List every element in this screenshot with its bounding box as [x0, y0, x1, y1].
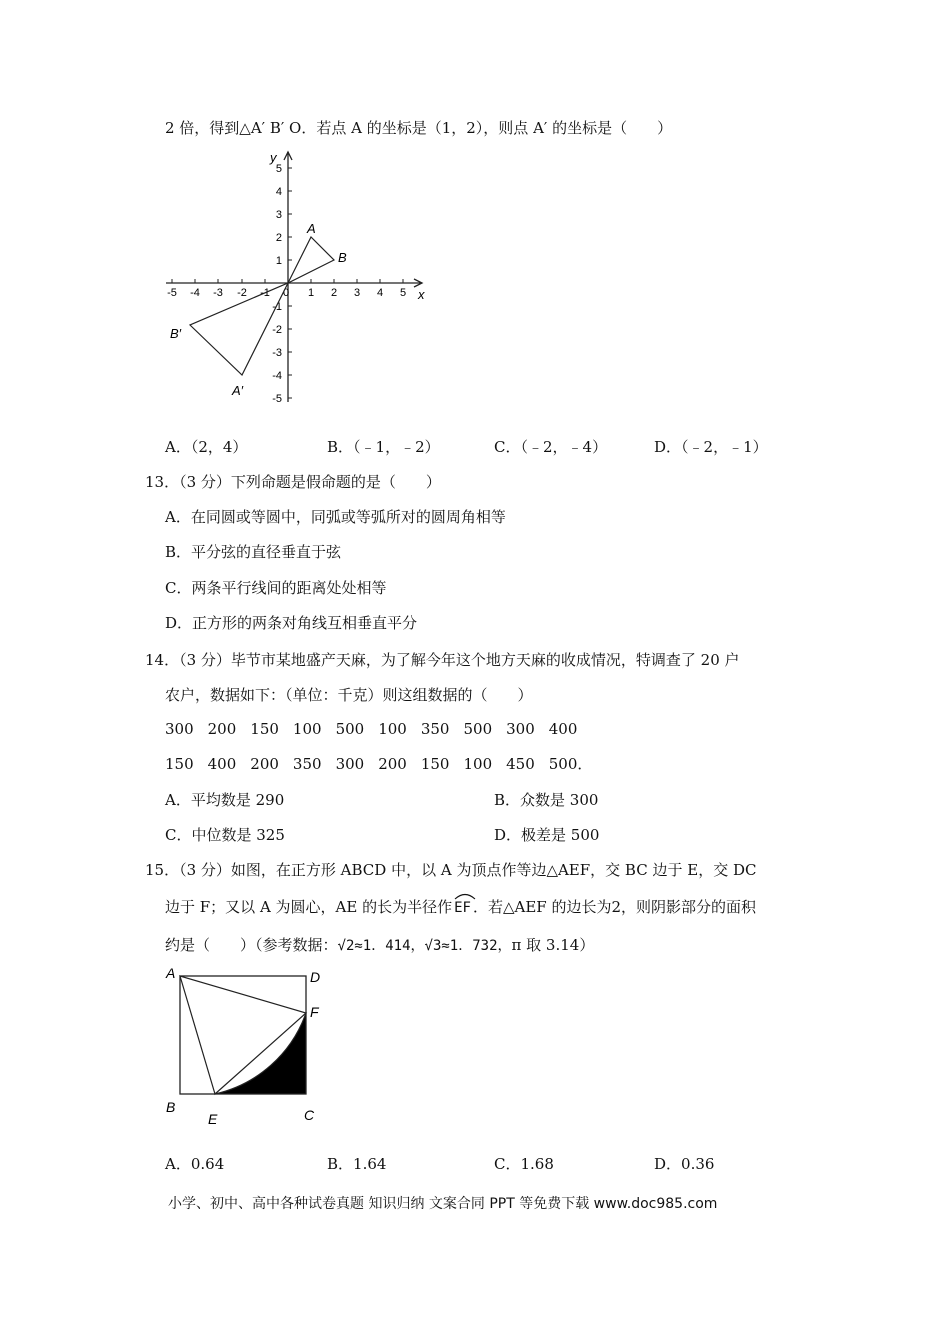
q14-option-b[interactable]: B．众数是 300	[494, 791, 599, 809]
q12-option-d[interactable]: D．（﹣2，﹣1）	[654, 438, 768, 456]
y-tick-label: 2	[275, 232, 282, 244]
label-e: E	[208, 1111, 218, 1127]
x-tick-label: -3	[213, 287, 223, 299]
q14-option-d[interactable]: D．极差是 500	[494, 826, 600, 844]
y-tick-label: 4	[275, 186, 282, 198]
q15-stem-line2-post: ．若△AEF 的边长为2，则阴影部分的面积	[472, 898, 757, 916]
data-value: 350	[292, 755, 322, 773]
q12-option-c[interactable]: C．（﹣2，﹣4）	[494, 438, 608, 456]
reference-values: √2≈1．414，√3≈1．732，	[337, 938, 512, 954]
q13-option-c[interactable]: C．两条平行线间的距离处处相等	[165, 579, 387, 597]
data-value: 400	[207, 755, 237, 773]
point-a-label: A	[307, 221, 316, 236]
data-value: 200	[378, 755, 407, 773]
q12-option-a[interactable]: A．（2，4）	[165, 438, 248, 456]
q14-option-c[interactable]: C．中位数是 325	[165, 826, 285, 844]
y-tick-label: -1	[272, 301, 282, 313]
arc-overline	[454, 892, 476, 900]
data-value: 150	[420, 755, 450, 773]
q13-option-a[interactable]: A．在同圆或等圆中，同弧或等弧所对的圆周角相等	[165, 508, 506, 526]
page-footer: 小学、初中、高中各种试卷真题 知识归纳 文案合同 PPT 等免费下载 www.doc985.com	[168, 1196, 718, 1212]
q14-stem-line2: 农户，数据如下：（单位：千克）则这组数据的（ ）	[165, 686, 533, 704]
x-tick-label: 5	[399, 287, 407, 299]
q15-stem-line3-pre: 约是（ ）（参考数据：	[165, 936, 338, 954]
y-tick-label: 3	[275, 209, 282, 221]
x-tick-label: -5	[167, 287, 177, 299]
data-value: 300	[335, 755, 365, 773]
point-a-prime-label: A′	[232, 383, 244, 398]
label-a: A	[166, 965, 176, 981]
x-tick-label: 3	[353, 287, 361, 299]
point-b-label: B	[338, 250, 347, 265]
data-value: 500．	[548, 755, 593, 773]
q12-coordinate-figure	[160, 146, 440, 406]
data-value: 100	[292, 720, 322, 738]
q15-square-figure	[160, 962, 330, 1132]
q13-option-b[interactable]: B．平分弦的直径垂直于弦	[165, 543, 342, 561]
data-value: 400	[548, 720, 578, 738]
q15-stem-line2-pre: 边于 F；又以 A 为圆心，AE 的长为半径作	[165, 898, 453, 916]
q15-option-b[interactable]: B．1.64	[327, 1155, 387, 1173]
x-tick-label: -1	[260, 287, 270, 299]
data-value: 100	[378, 720, 407, 738]
y-tick-label: 5	[275, 163, 282, 175]
q12-stem: 2 倍，得到△A′ B′ O．若点 A 的坐标是（1，2），则点 A′ 的坐标是（ ）	[165, 119, 673, 137]
q15-stem-line1: 15．（3 分）如图，在正方形 ABCD 中，以 A 为顶点作等边△AEF，交 BC 边于 E，交 DC	[145, 861, 757, 879]
data-value: 300	[506, 720, 535, 738]
label-c: C	[304, 1107, 315, 1123]
label-d: D	[310, 969, 321, 985]
data-value: 150	[165, 755, 194, 773]
q14-stem-line1: 14．（3 分）毕节市某地盛产天麻，为了解今年这个地方天麻的收成情况，特调查了 20 户	[145, 651, 740, 669]
triangle-oab	[288, 237, 334, 283]
q15-stem-line3-post: π 取 3.14）	[511, 936, 595, 954]
x-tick-label: -4	[190, 287, 200, 299]
q12-option-b[interactable]: B．（﹣1，﹣2）	[327, 438, 440, 456]
y-tick-label: 1	[275, 255, 282, 267]
data-value: 500	[335, 720, 365, 738]
y-tick-label: -5	[272, 393, 282, 405]
data-value: 350	[420, 720, 450, 738]
q13-stem: 13．（3 分）下列命题是假命题的是（ ）	[145, 473, 441, 491]
y-tick-label: -4	[272, 370, 282, 382]
x-tick-label: 1	[307, 287, 315, 299]
q14-data-row2	[165, 754, 606, 774]
origin-label: 0	[282, 287, 290, 299]
data-value: 450	[506, 755, 535, 773]
y-tick-label: -2	[272, 324, 282, 336]
y-axis-label: y	[270, 150, 277, 165]
y-tick-label: -3	[272, 347, 282, 359]
point-b-prime-label: B′	[170, 326, 182, 341]
data-value: 150	[250, 720, 279, 738]
q15-option-c[interactable]: C．1.68	[494, 1155, 554, 1173]
x-axis-label: x	[418, 287, 425, 302]
label-f: F	[310, 1004, 319, 1020]
q15-option-d[interactable]: D．0.36	[654, 1155, 715, 1173]
data-value: 200	[250, 755, 279, 773]
q14-option-a[interactable]: A．平均数是 290	[165, 791, 285, 809]
q14-data-row1	[165, 719, 591, 739]
q15-stem-line3	[165, 935, 594, 956]
q15-stem-line2	[165, 897, 756, 918]
label-b: B	[166, 1099, 176, 1115]
arc-ef-label: EF	[454, 898, 471, 918]
x-tick-label: -2	[237, 287, 247, 299]
data-value: 500	[463, 720, 493, 738]
x-tick-label: 2	[330, 287, 338, 299]
data-value: 300	[165, 720, 194, 738]
x-tick-label: 4	[376, 287, 384, 299]
q15-option-a[interactable]: A．0.64	[165, 1155, 225, 1173]
q13-option-d[interactable]: D．正方形的两条对角线互相垂直平分	[165, 614, 418, 632]
data-value: 100	[463, 755, 493, 773]
data-value: 200	[207, 720, 237, 738]
